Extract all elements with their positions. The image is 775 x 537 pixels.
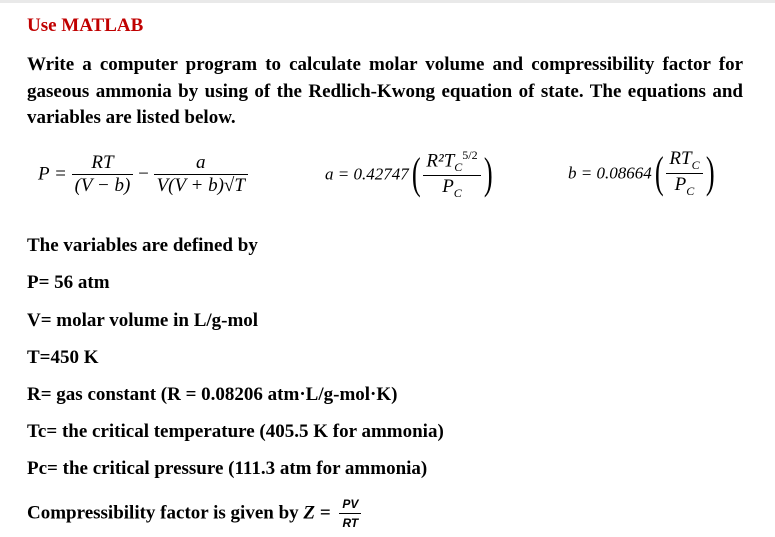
a-eq-fraction <box>423 148 480 201</box>
z-eq-fraction <box>339 497 361 530</box>
variable-pressure: P= 56 atm <box>27 272 110 293</box>
p-eq-term1-den: (V − b) <box>74 175 131 196</box>
b-eq-den-main: P <box>674 173 687 195</box>
variable-volume: V= molar volume in L/g-mol <box>27 310 259 331</box>
p-eq-term2 <box>154 152 248 197</box>
p-eq-minus: − <box>138 163 149 185</box>
b-eq-right-paren: ) <box>705 148 715 198</box>
a-eq-lhs: a = 0.42747 <box>325 164 409 184</box>
a-eq-den <box>423 176 480 201</box>
a-eq-num-main: R²T <box>426 150 455 172</box>
a-eq-num <box>423 148 480 176</box>
b-eq-num-main: RT <box>669 148 692 169</box>
compressibility-text: Compressibility factor is given by <box>27 502 299 524</box>
heading: Use MATLAB <box>27 15 144 36</box>
p-eq-term1 <box>72 152 134 197</box>
z-eq-num: PV <box>339 497 361 514</box>
problem-statement: Write a computer program to calculate molar volume and compressibility factor for gaseous ammonia by using of the Redlich-Kwong equation of state. The equations and variables are listed below. <box>27 54 743 128</box>
a-parameter-equation <box>325 148 495 201</box>
z-eq-lhs: Z = <box>303 502 331 524</box>
a-eq-right-paren: ) <box>483 149 493 199</box>
redlich-kwong-equation <box>38 152 248 197</box>
p-eq-term2-den: V(V + b)√T <box>156 175 245 196</box>
variable-temperature: T=450 K <box>27 347 99 368</box>
b-eq-num <box>666 148 702 174</box>
p-eq-lhs: P = <box>38 163 67 185</box>
b-eq-fraction <box>666 148 702 199</box>
b-eq-left-paren: ( <box>654 148 664 198</box>
a-eq-num-sub: C <box>454 160 463 175</box>
b-eq-den-sub: C <box>686 183 695 198</box>
p-eq-term2-num: a <box>154 152 248 175</box>
a-eq-den-main: P <box>442 176 454 198</box>
compressibility-line <box>27 497 361 530</box>
b-eq-den <box>666 174 702 199</box>
variable-gas-constant: R= gas constant (R = 0.08206 atm·L/g-mol·K) <box>27 384 398 405</box>
b-parameter-equation <box>568 148 717 199</box>
top-border <box>0 0 775 3</box>
p-eq-term1-num: RT <box>72 152 134 175</box>
b-eq-num-sub: C <box>691 157 700 172</box>
b-eq-lhs: b = 0.08664 <box>568 163 652 183</box>
variables-intro: The variables are defined by <box>27 235 258 256</box>
variable-critical-pressure: Pc= the critical pressure (111.3 atm for ammonia) <box>27 458 428 479</box>
a-eq-den-sub: C <box>453 185 462 200</box>
a-eq-left-paren: ( <box>411 149 421 199</box>
variable-critical-temperature: Tc= the critical temperature (405.5 K for ammonia) <box>27 421 444 442</box>
z-eq-den: RT <box>342 516 359 530</box>
a-eq-num-sup: 5/2 <box>462 148 478 162</box>
